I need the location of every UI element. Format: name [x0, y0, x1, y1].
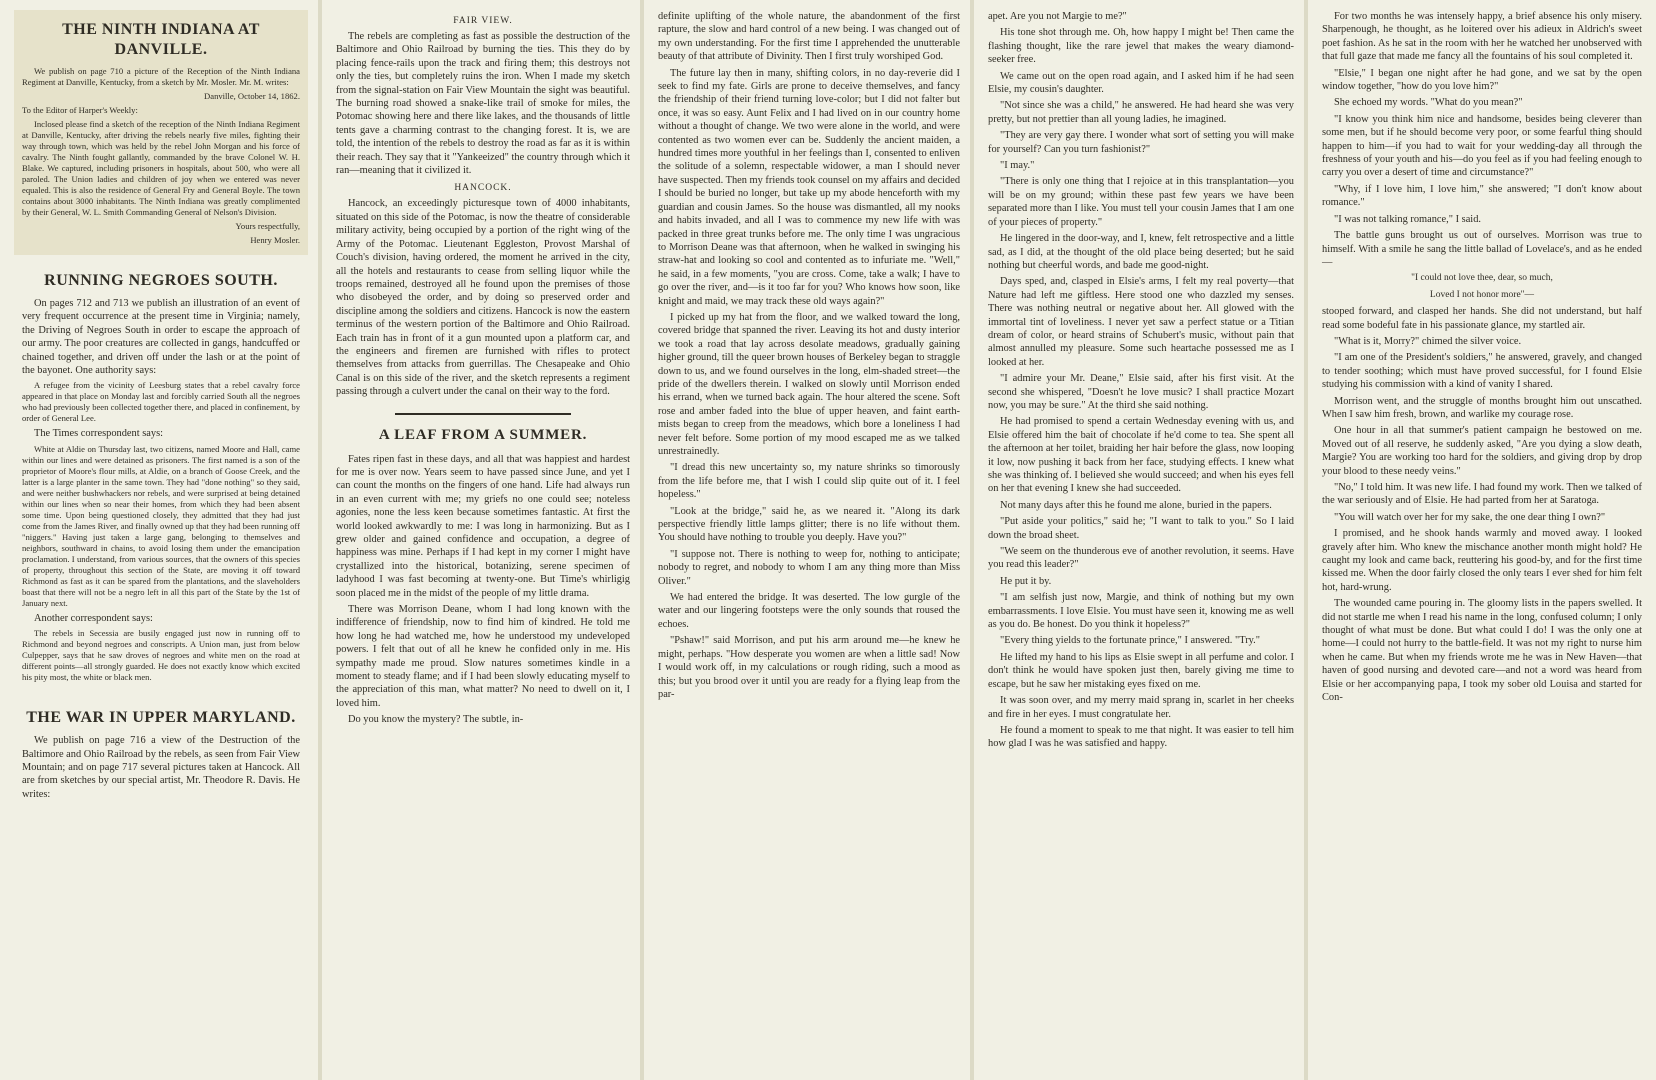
col4-paragraph-7: "There is only one thing that I rejoice at in this transplantation—you will be on my ground; within these past few years we have been separated more than I like. You must tell your cousin James that I am one of your pieces of property."	[988, 176, 1294, 228]
leaf-paragraph-2: There was Morrison Deane, whom I had long known with the indifference of friendship, now to find him of kindred. He told me how long he had watched me, how he understood my undeveloped powers. I felt that out of all he knew he confided only in me. His sympathy made me proud. Slow natures sometimes kindle in a moment to steady flame; and if I had been slowly educating myself to the appreciation of this man, what matter? No need to dwell on it, I loved him.	[336, 604, 630, 709]
col4-paragraph-6: "I may."	[1000, 160, 1035, 172]
running-negroes-quote-1: A refugee from the vicinity of Leesburg states that a rebel cavalry force appeared in that place on Monday last and forcibly carried South all the negroes who had previously been collected together there, and placed in confinement, by order of General Lee.	[22, 380, 300, 424]
column-2	[322, 0, 644, 1080]
running-negroes-clipping	[14, 261, 308, 692]
war-maryland-title: THE WAR IN UPPER MARYLAND.	[26, 709, 296, 727]
ninth-indiana-dateline: Danville, October 14, 1862.	[204, 91, 300, 101]
leaf-title: A LEAF FROM A SUMMER.	[378, 426, 588, 443]
col3-paragraph-1: definite uplifting of the whole nature, the abandonment of the first rapture, the slow and hard control of a new being. I was changed out of my own understanding. For the first time I apprehended the unutterable beauty of that attribute of Divinity. Then I first truly worshiped God.	[658, 11, 960, 63]
poem-line-1: "I could not love thee, dear, so much,	[1411, 273, 1553, 284]
col4-paragraph-10: "I admire your Mr. Deane," Elsie said, after his first visit. At the second she whispered, "Doesn't he love music? I shall practice Mozart now, you may be sure." At the third she said nothing.	[988, 373, 1294, 411]
leaf-paragraph-1: Fates ripen fast in these days, and all that was happiest and hardest for me is over now. Years seem to have passed since June, and yet I can count the months on the fingers of one hand. Life had always run in an even current with me; my griefs no one could see; noteless agonies, none the less keen because sometimes fantastic. At first the world looked awkwardly to me: I was long in harmonizing. But as I grew older and gained confidence and occupation, a degree of happiness was mine. Perhaps if I had kept in my corner I might have crystallized into the historical, botanizing, serene specimen of ladyhood I was fast becoming at twenty-one. But Time's whirligig soon placed me in the midst of the people of my little drama.	[336, 453, 630, 599]
col5-paragraph-7: The battle guns brought us out of ourselves. Morrison was true to himself. With a smile he sang the little ballad of Lovelace's, and as he ended—	[1322, 230, 1642, 268]
col5-paragraph-6: "I was not talking romance," I said.	[1334, 213, 1481, 225]
col5-paragraph-11: Morrison went, and the struggle of months brought him out unscathed. When I saw him fresh, brown, and warlike my courage rose.	[1322, 395, 1642, 420]
col4-paragraph-1: apet. Are you not Margie to me?"	[988, 11, 1127, 22]
col5-paragraph-16: The wounded came pouring in. The gloomy lists in the papers swelled. It did not startle me when I read his name in the long, confused column; I only thought of what must be done. But what could I do! I was the only one at home—I could not hurry to the battle-field. It was not my right to nurse him when he came. But when my friends wrote me he was in New Haven—that haven of good nursing and devoted care—and not a word was heard from Elsie or her accompanying papa, I took my sober old Louisa and started for Con-	[1322, 598, 1642, 704]
running-negroes-times-intro: The Times correspondent says:	[34, 428, 164, 440]
fairview-text: The rebels are completing as fast as possible the destruction of the Baltimore and Ohio Railroad by burning the ties. This they do by placing fence-rails upon the track and firing them; this destroys not only the ties, but completely ruins the iron. When I made my sketch from the signal-station on Fair View Mountain the sight was beautiful. The burning road showed a snake-like trail of smoke for miles, the Potomac showing here and there like lakes, and the thousands of little tents gave a charming contrast to the changing forest. It is, we are told, the intention of the rebels to destroy the road as far as it is within their reach. They say that it "Yankeeized" the country through which it ran—meaning that it civilized it.	[336, 31, 630, 177]
col4-paragraph-11: He had promised to spend a certain Wednesday evening with us, and Elsie offered him the bait of chocolate if he'd come to tea. She spent all the afternoon at her toilet, braiding her hair before the glass, now looping it low, now pushing it back from her face, studying effects. I knew what she was thinking of. I believed she would succeed; and when his eyes fell on her that evening I knew she had succeeded.	[988, 416, 1294, 495]
col3-paragraph-3: I picked up my hat from the floor, and we walked toward the long, covered bridge that spanned the river. Leaving its hot and dusty interior we took a road that lay across desolate meadows, gradually gaining higher ground, till the queer brown houses of Berkeley began to straggle down to us, and we found ourselves in the long, elm-shaded street—the pride of the dwellers therein. I walked on slowly until Morrison ended his errand, when we turned back again. The hour altered the scene. Soft rose and amber faded into the blue of upper heaven, and faint earth-mists began to creep from the meadows, which bore a loneliness I had never felt before. Some portion of my mood escaped me as we talked unrestrainedly.	[658, 311, 960, 457]
column-1	[0, 0, 322, 1080]
col4-paragraph-9: Days sped, and, clasped in Elsie's arms, I felt my real poverty—that Nature had left me giftless. Here stood one who dazzled my senses. There was nothing neutral or negative about her. All glowed with the immortal tint of loveliness. I never yet saw a perfect statue or a Titian dream of color, or heard strains of Schubert's music, without pain that almost annulled my pleasure. Some such heartache possessed me as I looked at her.	[988, 276, 1294, 368]
col4-paragraph-14: "We seem on the thunderous eve of another revolution, it seems. Have you read this leader?"	[988, 546, 1294, 571]
column-4	[974, 0, 1308, 1080]
col5-paragraph-2: "Elsie," I began one night after he had gone, and we sat by the open window together, "how do you love him?"	[1322, 67, 1642, 93]
ninth-indiana-intro: We publish on page 710 a picture of the Reception of the Ninth Indiana Regiment at Danville, Kentucky, from a sketch by Mr. Mosler. Mr. M. writes:	[22, 66, 300, 87]
ninth-indiana-signature: Henry Mosler.	[250, 235, 300, 245]
column-5	[1308, 0, 1656, 1080]
col4-paragraph-4: "Not since she was a child," he answered. He had heard she was very pretty, but not prettier than all young ladies, he imagined.	[988, 100, 1294, 125]
col3-paragraph-5: "Look at the bridge," said he, as we neared it. "Along its dark perspective friendly little lamps glitter; there is no life without them. You should have nothing to trouble you deeply. Have you?"	[658, 505, 960, 544]
col3-paragraph-7: We had entered the bridge. It was deserted. The low gurgle of the water and our lingering footsteps were the only sounds that roused the echoes.	[658, 592, 960, 630]
col4-paragraph-16: "I am selfish just now, Margie, and think of nothing but my own embarrassments. I love Elsie. You must have seen it, knowing me as well as you do. Be honest. Do you think it hopeless?"	[988, 592, 1294, 631]
col3-paragraph-6: "I suppose not. There is nothing to weep for, nothing to anticipate; nobody to regret, and nobody to whom I am any thing more than Miss Oliver."	[658, 548, 960, 587]
running-negroes-intro: On pages 712 and 713 we publish an illustration of an event of very frequent occurrence at the present time in Virginia; namely, the Driving of Negroes South in order to escape the approach of our army. The poor creatures are collected in gangs, handcuffed or chained together, and driven off under the lash or at the point of the bayonet. One authority says:	[22, 298, 300, 377]
col4-paragraph-17: "Every thing yields to the fortunate prince," I answered. "Try."	[1000, 635, 1261, 647]
col4-paragraph-12: Not many days after this he found me alone, buried in the papers.	[1000, 499, 1272, 511]
running-negroes-another-intro: Another correspondent says:	[34, 612, 153, 624]
running-negroes-quote-2: White at Aldie on Thursday last, two citizens, named Moore and Hall, came within our lines and were detained as prisoners. The first named is a son of the proprietor of Moore's flour mills, at Aldie, on a branch of Goose Creek, and the latter is a large planter in the same town. They had "done nothing" so they said, and were neither bushwhackers nor rebels, and were surprised at being detained within our lines when so near their homes, from which they had been absent some time. Upon being questioned closely, they admitted that they had just come from the James River, and finally owned up that they had been running off "niggers." Having just taken a large gang, belonging to themselves and neighbors, southward in chains, to avoid losing them under the emancipation proclamation. I understand, from various sources, that the owners of this species of property, throughout this section of the State, are moving it off toward Richmond as fast as it can be spared from the plantations, and the slaveholders boast that there will not be a negro left in all this part of the State by the 1st of January next.	[22, 443, 300, 608]
col5-paragraph-5: "Why, if I love him, I love him," she answered; "I don't know about romance."	[1322, 183, 1642, 209]
col5-paragraph-1: For two months he was intensely happy, a brief absence his only misery. Sharpenough, he thought, as he loitered over his adieux in Aldrich's sweet poet fashion. As he sat in the room with her he watched her unobserved with that full gaze that made me fancy all the fountains of his soul completed it.	[1322, 11, 1642, 63]
col4-paragraph-19: It was soon over, and my merry maid sprang in, scarlet in her cheeks and fire in her eyes. I must congratulate her.	[988, 695, 1294, 720]
ninth-indiana-title: THE NINTH INDIANA AT DANVILLE.	[62, 21, 260, 58]
poem-line-2: Loved I not honor more"—	[1429, 289, 1535, 300]
column-3	[644, 0, 974, 1080]
col5-paragraph-9: "What is it, Morry?" chimed the silver voice.	[1334, 335, 1522, 347]
running-negroes-title: RUNNING NEGROES SOUTH.	[44, 272, 278, 289]
ninth-indiana-body: Inclosed please find a sketch of the reception of the Ninth Indiana Regiment at Danville, Kentucky, after driving the rebels nearly five miles, fighting their way through town, which was held by the rebel John Morgan and his force of cavalry. The Ninth fought gallantly, commanded by the brave Colonel W. H. Blake. We captured, including prisoners in hospitals, about 500, who were all paroled. The Union ladies and children of joy when we entered was never equaled. This is also the residence of General Fry and General Boyle. The town contains about 3000 inhabitants. The Ninth Indiana was greatly complimented by their General, W. L. Smith Commanding General of Nelson's Division.	[22, 119, 300, 217]
col5-paragraph-15: I promised, and he shook hands warmly and moved away. I looked gravely after him. Who knew the mischance another month might hold? He caught my look and came back, reuttering his good-by, and for the first time kissed me. When the door fairly closed the only tears I ever shed for him felt hot, hard-wrung.	[1322, 528, 1642, 593]
col4-paragraph-18: He lifted my hand to his lips as Elsie swept in all perfume and color. I don't think he would have spoken just then, barely giving me time to escape, but he saw her mistaking eyes fixed on me.	[988, 651, 1294, 690]
hancock-heading: HANCOCK.	[454, 183, 512, 194]
col5-paragraph-10: "I am one of the President's soldiers," he answered, gravely, and changed to tender soothing; which must have proved successful, for I found Elsie studying his commission with a kind of vanity I shared.	[1322, 352, 1642, 391]
war-maryland-clipping	[14, 698, 308, 810]
col4-paragraph-5: "They are very gay there. I wonder what sort of setting you will make for yourself? Can you turn fashionist?"	[988, 130, 1294, 155]
fairview-heading: FAIR VIEW.	[453, 16, 513, 26]
col5-paragraph-12: One hour in all that summer's patient campaign he bestowed on me. Moved out of all reserve, he suddenly asked, "Are you dying a slow death, Margie? You are working too hard for the soldiers, and giving drop by drop your blood to these needy veins."	[1322, 425, 1642, 477]
col4-paragraph-2: His tone shot through me. Oh, how happy I might be! Then came the flashing thought, like the rare jewel that makes the weary diamond-seeker free.	[988, 27, 1294, 66]
col3-paragraph-8: "Pshaw!" said Morrison, and put his arm around me—he knew he might, perhaps. "How desperate you women are when a little sad! Now I would work off, in my calculations or rough riding, such a mood as this; but you brood over it until you are ready for a flying leap from the par-	[658, 635, 960, 700]
ninth-indiana-closing: Yours respectfully,	[235, 221, 300, 231]
col4-paragraph-8: He lingered in the door-way, and I, knew, felt retrospective and a little sad, as I did, at the thought of the old place being deserted; but he said nothing but cheerful words, and bade me good-night.	[988, 233, 1294, 271]
col4-paragraph-13: "Put aside your politics," said he; "I want to talk to you." So I laid down the broad sheet.	[988, 516, 1294, 541]
col5-paragraph-3: She echoed my words. "What do you mean?"	[1334, 97, 1523, 109]
ninth-indiana-clipping	[14, 10, 308, 255]
col5-paragraph-4: "I know you think him nice and handsome, besides being cleverer than some men, but if he should become very poor, or some fearful thing should happen to him—if you had to wait for your wedding-day all through the freshness of your youth and his—do you feel as if you had feeling enough to carry you over a desert of time and circumstance?"	[1322, 113, 1642, 179]
col3-paragraph-4: "I dread this new uncertainty so, my nature shrinks so timorously from the life before me, that I wish I could slip quite out of it. I feel hopeless."	[658, 462, 960, 501]
ninth-indiana-salutation: To the Editor of Harper's Weekly:	[22, 105, 138, 115]
col4-paragraph-3: We came out on the open road again, and I asked him if he had seen Elsie, my cousin's daughter.	[988, 70, 1294, 96]
col5-paragraph-13: "No," I told him. It was new life. I had found my work. Then we talked of the war seriously and of Elsie. He had parted from her at Saratoga.	[1322, 482, 1642, 507]
col4-paragraph-15: He put it by.	[1000, 575, 1052, 587]
leaf-paragraph-3: Do you know the mystery? The subtle, in-	[348, 714, 524, 726]
col4-paragraph-20: He found a moment to speak to me that night. It was easier to tell him how glad I was he was satisfied and happy.	[988, 724, 1294, 750]
col5-paragraph-8: stooped forward, and clasped her hands. She did not understand, but half read some bodeful fate in his passionate glance, my startled air.	[1322, 306, 1642, 331]
hancock-text: Hancock, an exceedingly picturesque town of 4000 inhabitants, situated on this side of the Potomac, is now the theatre of considerable military activity, being occupied by a portion of the right wing of the Army of the Potomac. Lieutenant Eggleston, Provost Marshal of Couch's division, having ordered, the moment he arrived in the city, all the hotels and restaurants to cease from selling liquor while the troops remained, destroyed all he found upon the premises of those who disobeyed the order, and by doing so preserved order and discipline among the soldiers and citizens. Hancock is now the eastern terminus of the western portion of the Baltimore and Ohio Railroad. Each train has in front of it a gun mounted upon a platform car, and the engineers and firemen are furnished with rifles to protect themselves from attacks from guerrillas. The Chesapeake and Ohio Canal is on this side of the river, and the sketch represents a regiment passing through a culvert under the canal on their way to the ford.	[336, 198, 630, 398]
war-maryland-intro: We publish on page 716 a view of the Destruction of the Baltimore and Ohio Railroad by the rebels, as seen from Fair View Mountain; and on page 717 several pictures taken at Hancock. All are from sketches by our special artist, Mr. Theodore R. Davis. He writes:	[22, 735, 300, 800]
col5-paragraph-14: "You will watch over her for my sake, the one dear thing I own?"	[1334, 511, 1606, 523]
running-negroes-quote-3: The rebels in Secessia are busily engaged just now in running off to Richmond and beyond negroes and conscripts. A Union man, just from below Culpepper, says that he saw droves of negroes and white men on the road at different points—all strongly guarded. He does not exactly know which excited his pity most, the white or black men.	[22, 628, 300, 683]
col3-paragraph-2: The future lay then in many, shifting colors, in no day-reverie did I seek to find my fate. Girls are prone to deceive themselves, and fancy the friendship of their friend turning love-color; but I did not falter but once, it was so easy. Aunt Felix and I had lived on in our country home without a thought of change. We two were alone in the world, and were contented as two women ever can be. Suddenly the ancient maiden, a hundred times more youthful in her feelings than I, consented to enliven the solitude of a solemn, respectable widower, a man I should never have suspected. Then my friends took counsel on my affairs and decided I should be buried no longer, but take up my abode henceforth with my guardian and cousin James. So the house was dismantled, all my nooks and habits invaded, and all I was to commence my new life with was packed in three great trunks before me. The only time I was ungracious to Morrison Deane was that afternoon, when he walked in swinging his straw-hat and looking so cool and contented as to infuriate me. "Well," he said, in a few moments, "you are cross. Come, take a walk; I have to go over the river, and—is it too far for you? Who knows how soon, like knight and maid, we may track these old ways again?"	[658, 67, 961, 307]
section-divider	[395, 413, 571, 415]
